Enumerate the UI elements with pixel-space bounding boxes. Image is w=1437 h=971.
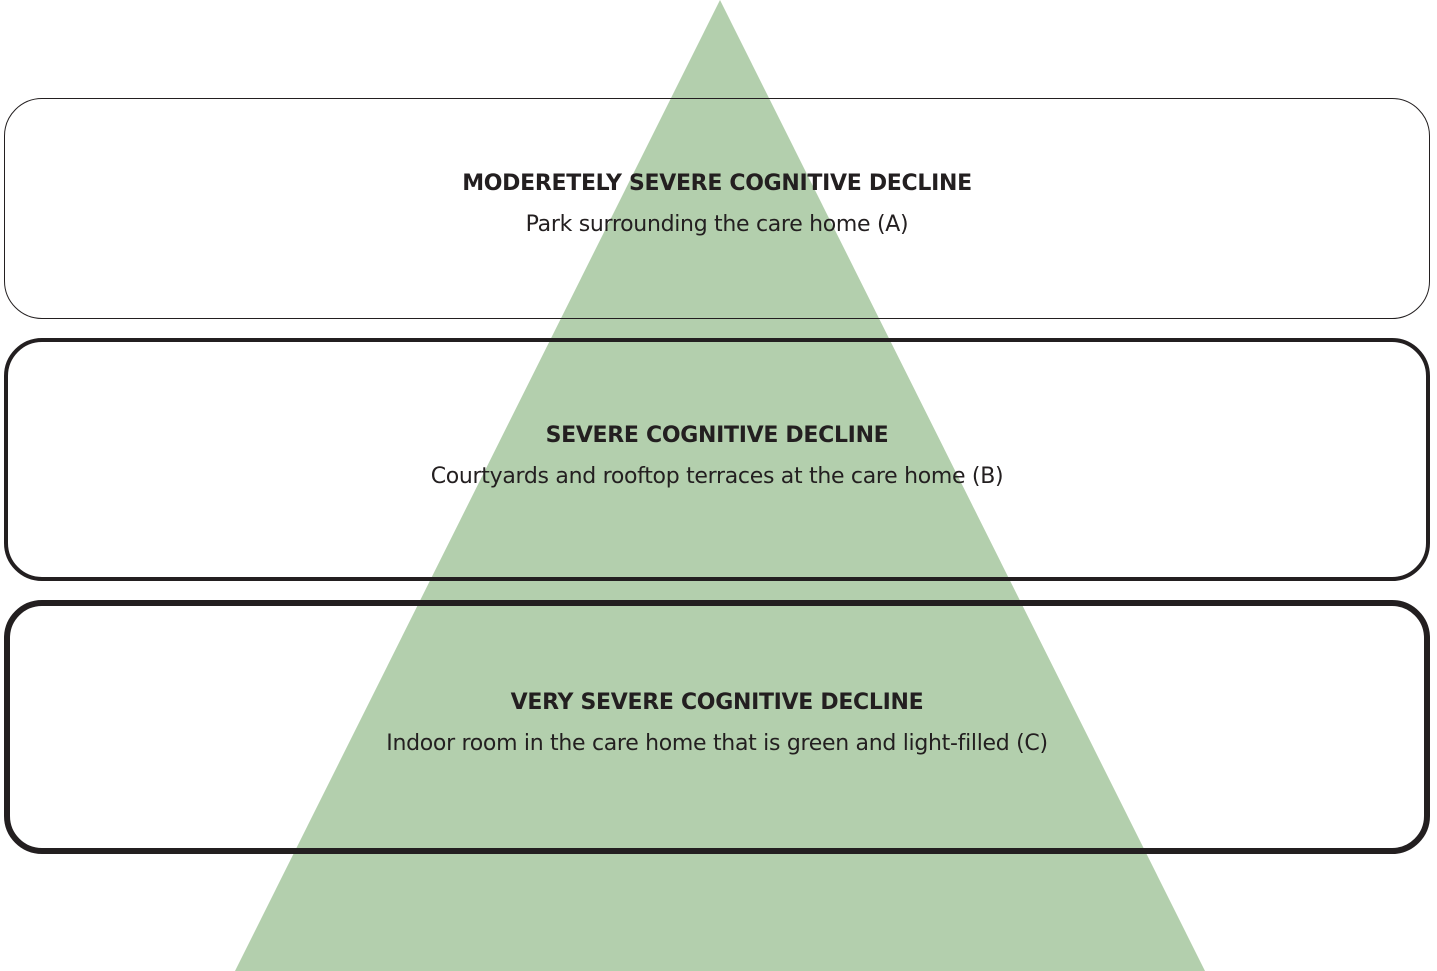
level-label-1 [0,171,1434,237]
level-description: Park surrounding the care home (A) [525,212,909,237]
level-description: Indoor room in the care home that is green and light-filled (C) [386,731,1048,756]
level-title: VERY SEVERE COGNITIVE DECLINE [510,690,924,715]
level-title: SEVERE COGNITIVE DECLINE [545,423,889,448]
level-label-3 [0,690,1434,756]
level-label-2 [0,423,1434,489]
level-title: MODERETELY SEVERE COGNITIVE DECLINE [462,171,972,196]
level-description: Courtyards and rooftop terraces at the care home (B) [430,464,1004,489]
